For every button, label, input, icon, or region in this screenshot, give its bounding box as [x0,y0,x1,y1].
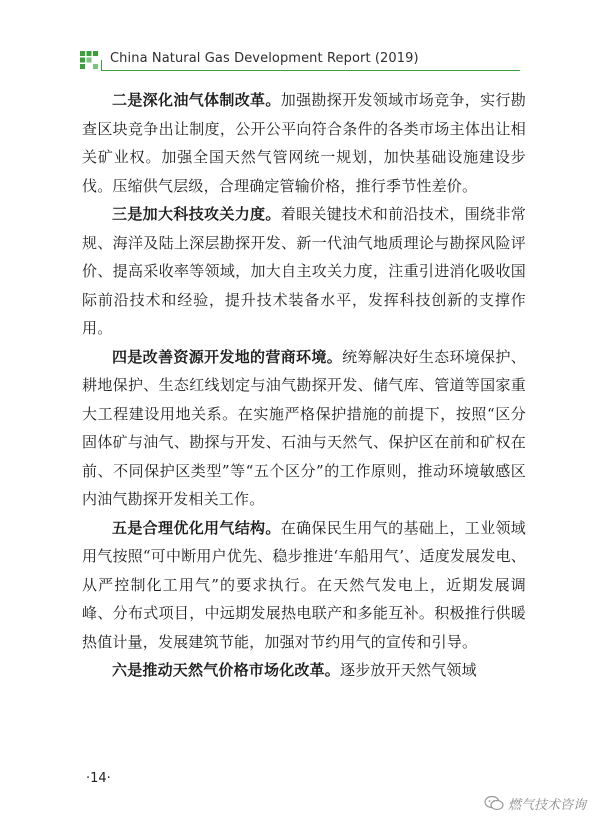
paragraph-lead: 六是推动天然气价格市场化改革。 [112,661,341,679]
paragraph-pricing [82,656,526,685]
wechat-icon [484,795,504,811]
paragraph-reform [82,86,526,200]
paragraph-lead: 五是合理优化用气结构。 [112,518,281,537]
paragraph-business-environment [82,343,526,514]
watermark-text: 燃气技术咨询 [507,797,586,813]
paragraph-body: 加强勘探开发领域市场竞争，实行勘查区块竞争出让制度，公开公平向符合条件的各类市场主体出让相关矿业权。加强全国天然气管网统一规划，加快基础设施建设步伐。压缩供气层级，合理确定管输价格，推行季节性差价。 [82,91,527,195]
header-divider [102,70,520,71]
body-text [82,86,526,685]
report-logo-icon [80,51,98,69]
paragraph-body: 着眼关键技术和前沿技术，围绕非常规、海洋及陆上深层勘探开发、新一代油气地质理论与勘探风险评价、提高采收率等领域，加大自主攻关力度，注重引进消化吸收国际前沿技术和经验，提升技术装备水平，发挥科技创新的支撑作用。 [82,205,527,337]
paragraph-lead: 三是加大科技攻关力度。 [112,205,281,223]
paragraph-lead: 二是深化油气体制改革。 [112,91,281,109]
report-title: China Natural Gas Development Report (2019) [110,51,419,66]
paragraph-body: 逐步放开天然气领域 [340,661,477,679]
paragraph-body: 统筹解决好生态环境保护、耕地保护、生态红线划定与油气勘探开发、储气库、管道等国家重大工程建设用地关系。在实施严格保护措施的前提下，按照“区分固体矿与油气、勘探与开发、石油与天然气、保护区在前和矿权在前、不同保护区类型”等“五个区分”的工作原则，推动环境敏感区内油气勘探开发相关工作。 [82,347,526,508]
page-number: ·14· [86,771,111,786]
watermark [484,793,586,813]
paragraph-lead: 四是改善资源开发地的营商环境。 [112,347,343,366]
paragraph-technology [82,200,526,343]
running-header [80,50,520,72]
paragraph-body: 在确保民生用气的基础上，工业领域用气按照“可中断用户优先、稳步推进‘车船用气’、适度发展发电、从严控制化工用气”的要求执行。在天然气发电上，近期发展调峰、分布式项目，中远期发展热电联产和多能互补。积极推行供暖热值计量，发展建筑节能，加强对节约用气的宣传和引导。 [82,518,527,651]
paragraph-gas-structure [82,514,526,657]
